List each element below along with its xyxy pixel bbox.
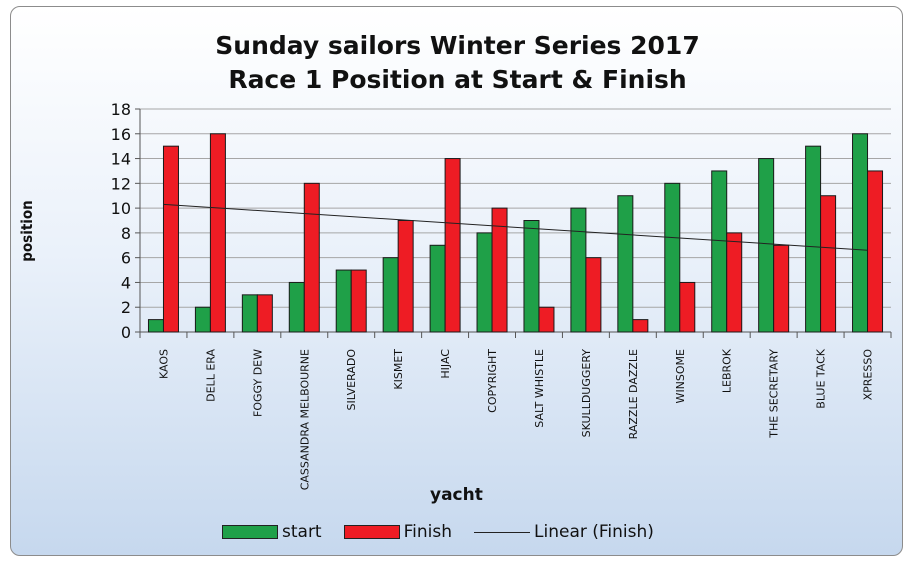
x-category-label: THE SECRETARY xyxy=(767,349,781,438)
bar-start xyxy=(571,208,586,332)
bar-finish xyxy=(727,233,742,332)
x-category-label: HIJAC xyxy=(439,349,453,379)
bar-finish xyxy=(257,295,272,332)
y-tick-label: 18 xyxy=(110,100,131,119)
bar-finish xyxy=(821,196,836,332)
y-tick-label: 16 xyxy=(110,124,131,144)
bar-finish xyxy=(163,146,178,332)
bar-finish xyxy=(868,171,883,332)
x-category-label: XPRESSO xyxy=(861,349,875,401)
legend-item-start xyxy=(222,522,322,542)
x-category-label: DELL ERA xyxy=(204,349,218,402)
x-category-label: FOGGY DEW xyxy=(251,349,265,417)
y-tick-label: 8 xyxy=(120,223,131,243)
legend-swatch-start xyxy=(222,525,278,539)
bar-start xyxy=(289,282,304,332)
bar-start xyxy=(242,295,257,332)
y-axis-label: position xyxy=(18,200,36,262)
legend-item-trendline xyxy=(474,522,654,542)
legend-line-trendline xyxy=(474,532,530,533)
y-tick-label: 10 xyxy=(110,199,131,219)
bar-start xyxy=(806,146,821,332)
bar-finish xyxy=(774,245,789,332)
bar-start xyxy=(853,134,868,332)
bar-finish xyxy=(304,183,319,332)
x-category-label: KISMET xyxy=(392,349,406,390)
bar-start xyxy=(336,270,351,332)
bar-start xyxy=(430,245,445,332)
y-tick-label: 14 xyxy=(110,149,131,169)
bar-finish xyxy=(586,258,601,332)
x-category-label: RAZZLE DAZZLE xyxy=(626,349,640,440)
legend-label-trendline: Linear (Finish) xyxy=(534,522,654,542)
bar-finish xyxy=(351,270,366,332)
bar-finish xyxy=(210,134,225,332)
bar-start xyxy=(524,221,539,333)
chart-frame xyxy=(10,6,903,556)
bar-start xyxy=(618,196,633,332)
x-category-label: WINSOME xyxy=(673,349,687,404)
legend xyxy=(222,521,676,543)
bar-finish xyxy=(633,320,648,332)
x-category-label: COPYRIGHT xyxy=(486,349,500,413)
x-category-label: SALT WHISTLE xyxy=(532,349,546,428)
bar-finish xyxy=(680,282,695,332)
legend-label-finish: Finish xyxy=(403,522,453,542)
y-tick-label: 0 xyxy=(120,323,131,342)
bar-start xyxy=(759,159,774,332)
bar-finish xyxy=(398,221,413,333)
legend-swatch-finish xyxy=(344,525,400,539)
bar-start xyxy=(195,307,210,332)
y-tick-label: 4 xyxy=(120,273,131,293)
bar-start xyxy=(477,233,492,332)
chart-title: Sunday sailors Winter Series 2017 xyxy=(215,31,700,60)
chart-subtitle: Race 1 Position at Start & Finish xyxy=(228,65,687,94)
y-tick-label: 12 xyxy=(110,174,131,194)
y-tick-label: 6 xyxy=(120,248,131,268)
bar-start xyxy=(383,258,398,332)
x-category-label: BLUE TACK xyxy=(814,349,828,409)
x-category-label: CASSANDRA MELBOURNE xyxy=(298,349,312,491)
bar-start xyxy=(148,320,163,332)
bar-start xyxy=(665,183,680,332)
x-category-label: SKULLDUGGERY xyxy=(579,349,593,438)
bar-start xyxy=(712,171,727,332)
x-axis-label: yacht xyxy=(430,485,483,505)
y-tick-label: 2 xyxy=(120,298,131,318)
bar-finish xyxy=(445,159,460,332)
legend-item-finish xyxy=(344,522,452,542)
x-category-label: SILVERADO xyxy=(345,349,359,411)
legend-label-start: start xyxy=(282,522,322,542)
x-category-label: LEBROK xyxy=(720,349,734,394)
x-category-label: KAOS xyxy=(157,349,171,379)
bar-finish xyxy=(539,307,554,332)
